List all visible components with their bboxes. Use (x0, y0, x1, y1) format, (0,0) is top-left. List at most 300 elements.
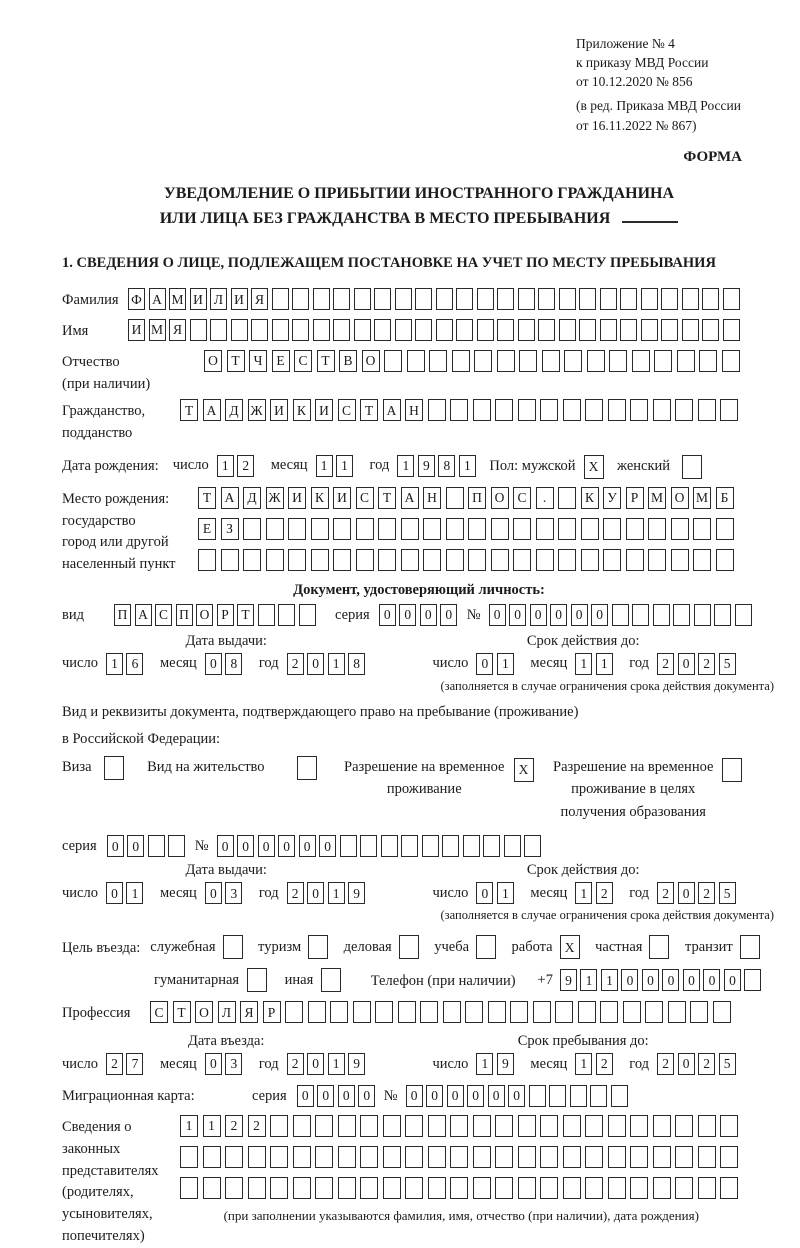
char-cell[interactable]: О (671, 487, 689, 509)
char-cell[interactable] (272, 319, 289, 341)
option-checkbox[interactable] (399, 935, 419, 959)
char-cell[interactable]: 2 (596, 882, 613, 904)
char-cell[interactable] (648, 518, 666, 540)
char-cell[interactable] (570, 1085, 587, 1107)
patronymic-input[interactable] (204, 350, 744, 372)
char-cell[interactable] (630, 1177, 648, 1199)
char-cell[interactable]: С (294, 350, 312, 372)
char-cell[interactable] (436, 319, 453, 341)
temp-residence-checkbox[interactable] (505, 756, 538, 782)
char-cell[interactable]: 2 (596, 1053, 613, 1075)
char-cell[interactable] (180, 1177, 198, 1199)
char-cell[interactable] (384, 350, 402, 372)
char-cell[interactable] (463, 835, 480, 857)
char-cell[interactable] (677, 350, 695, 372)
char-cell[interactable]: 0 (467, 1085, 484, 1107)
char-cell[interactable] (723, 288, 740, 310)
char-cell[interactable] (360, 835, 377, 857)
char-cell[interactable] (428, 399, 446, 421)
char-cell[interactable] (468, 549, 486, 571)
char-cell[interactable] (559, 319, 576, 341)
char-cell[interactable] (483, 835, 500, 857)
char-cell[interactable] (292, 288, 309, 310)
char-cell[interactable]: 8 (225, 653, 242, 675)
char-cell[interactable] (405, 1146, 423, 1168)
char-cell[interactable] (313, 319, 330, 341)
char-cell[interactable]: 0 (678, 882, 695, 904)
representatives-line3[interactable] (180, 1177, 743, 1199)
option-checkbox[interactable] (321, 968, 341, 992)
char-cell[interactable]: 0 (205, 1053, 222, 1075)
char-cell[interactable] (536, 518, 554, 540)
char-cell[interactable]: И (270, 399, 288, 421)
char-cell[interactable] (375, 1001, 393, 1023)
char-cell[interactable] (225, 1146, 243, 1168)
char-cell[interactable] (330, 1001, 348, 1023)
char-cell[interactable] (673, 604, 690, 626)
char-cell[interactable] (578, 1001, 596, 1023)
char-cell[interactable]: 2 (225, 1115, 243, 1137)
char-cell[interactable] (401, 549, 419, 571)
option-checkbox[interactable]: X (560, 935, 580, 959)
char-cell[interactable] (675, 1177, 693, 1199)
char-cell[interactable]: О (491, 487, 509, 509)
char-cell[interactable] (720, 1177, 738, 1199)
char-cell[interactable] (518, 1115, 536, 1137)
char-cell[interactable]: 0 (307, 882, 324, 904)
char-cell[interactable]: О (362, 350, 380, 372)
char-cell[interactable] (563, 1177, 581, 1199)
char-cell[interactable]: Я (169, 319, 186, 341)
char-cell[interactable]: 9 (497, 1053, 514, 1075)
char-cell[interactable] (559, 288, 576, 310)
char-cell[interactable]: 0 (678, 1053, 695, 1075)
char-cell[interactable] (587, 350, 605, 372)
char-cell[interactable] (698, 399, 716, 421)
char-cell[interactable]: 0 (406, 1085, 423, 1107)
char-cell[interactable]: 0 (217, 835, 234, 857)
char-cell[interactable] (744, 969, 761, 991)
char-cell[interactable]: Т (378, 487, 396, 509)
char-cell[interactable]: И (231, 288, 248, 310)
char-cell[interactable] (428, 1177, 446, 1199)
char-cell[interactable] (609, 350, 627, 372)
char-cell[interactable]: 1 (476, 1053, 493, 1075)
char-cell[interactable]: И (333, 487, 351, 509)
sex-female-checkbox[interactable] (682, 455, 706, 479)
char-cell[interactable] (540, 399, 558, 421)
char-cell[interactable] (558, 518, 576, 540)
char-cell[interactable]: 2 (287, 882, 304, 904)
char-cell[interactable] (423, 549, 441, 571)
char-cell[interactable] (450, 1115, 468, 1137)
char-cell[interactable]: А (135, 604, 152, 626)
char-cell[interactable]: 1 (328, 1053, 345, 1075)
char-cell[interactable]: 0 (621, 969, 638, 991)
migration-series-input[interactable] (297, 1085, 379, 1107)
char-cell[interactable] (104, 756, 124, 780)
char-cell[interactable] (491, 518, 509, 540)
char-cell[interactable]: 0 (678, 653, 695, 675)
char-cell[interactable] (654, 350, 672, 372)
char-cell[interactable] (378, 518, 396, 540)
char-cell[interactable]: 0 (703, 969, 720, 991)
char-cell[interactable]: 0 (591, 604, 608, 626)
char-cell[interactable] (198, 549, 216, 571)
char-cell[interactable] (266, 549, 284, 571)
char-cell[interactable]: 0 (307, 653, 324, 675)
char-cell[interactable]: У (603, 487, 621, 509)
char-cell[interactable] (315, 1146, 333, 1168)
char-cell[interactable] (383, 1146, 401, 1168)
char-cell[interactable] (611, 1085, 628, 1107)
char-cell[interactable]: Р (263, 1001, 281, 1023)
char-cell[interactable]: 8 (348, 653, 365, 675)
char-cell[interactable]: 0 (127, 835, 144, 857)
char-cell[interactable]: 1 (126, 882, 143, 904)
char-cell[interactable]: 0 (509, 604, 526, 626)
char-cell[interactable]: 2 (106, 1053, 123, 1075)
char-cell[interactable] (442, 835, 459, 857)
char-cell[interactable] (720, 1146, 738, 1168)
char-cell[interactable]: 2 (287, 653, 304, 675)
char-cell[interactable] (422, 835, 439, 857)
char-cell[interactable] (446, 487, 464, 509)
char-cell[interactable] (477, 288, 494, 310)
char-cell[interactable] (693, 518, 711, 540)
char-cell[interactable] (620, 319, 637, 341)
char-cell[interactable]: 0 (299, 835, 316, 857)
char-cell[interactable]: 0 (440, 604, 457, 626)
char-cell[interactable] (270, 1146, 288, 1168)
char-cell[interactable] (333, 288, 350, 310)
char-cell[interactable]: 0 (642, 969, 659, 991)
char-cell[interactable]: В (339, 350, 357, 372)
char-cell[interactable] (626, 549, 644, 571)
char-cell[interactable] (495, 1146, 513, 1168)
char-cell[interactable] (626, 518, 644, 540)
char-cell[interactable]: О (204, 350, 222, 372)
char-cell[interactable]: Ж (266, 487, 284, 509)
char-cell[interactable]: С (338, 399, 356, 421)
char-cell[interactable] (714, 604, 731, 626)
char-cell[interactable] (682, 319, 699, 341)
char-cell[interactable] (203, 1146, 221, 1168)
char-cell[interactable] (600, 288, 617, 310)
char-cell[interactable] (231, 319, 248, 341)
char-cell[interactable] (356, 549, 374, 571)
char-cell[interactable]: 1 (459, 455, 476, 477)
char-cell[interactable] (210, 319, 227, 341)
char-cell[interactable] (540, 1115, 558, 1137)
char-cell[interactable] (608, 1177, 626, 1199)
char-cell[interactable]: И (315, 399, 333, 421)
char-cell[interactable]: С (356, 487, 374, 509)
char-cell[interactable] (540, 1146, 558, 1168)
char-cell[interactable] (148, 835, 165, 857)
char-cell[interactable]: Д (243, 487, 261, 509)
char-cell[interactable]: 9 (418, 455, 435, 477)
char-cell[interactable]: 2 (657, 882, 674, 904)
char-cell[interactable] (653, 1146, 671, 1168)
char-cell[interactable]: Т (360, 399, 378, 421)
char-cell[interactable] (405, 1115, 423, 1137)
char-cell[interactable] (270, 1115, 288, 1137)
birth-place-line3[interactable] (198, 549, 738, 571)
char-cell[interactable] (401, 518, 419, 540)
char-cell[interactable] (720, 1115, 738, 1137)
char-cell[interactable] (293, 1146, 311, 1168)
char-cell[interactable]: 0 (420, 604, 437, 626)
char-cell[interactable] (225, 1177, 243, 1199)
char-cell[interactable] (603, 518, 621, 540)
char-cell[interactable] (333, 549, 351, 571)
char-cell[interactable] (374, 319, 391, 341)
char-cell[interactable] (675, 399, 693, 421)
char-cell[interactable] (395, 319, 412, 341)
char-cell[interactable]: 2 (657, 653, 674, 675)
char-cell[interactable]: Е (272, 350, 290, 372)
char-cell[interactable]: Ч (249, 350, 267, 372)
char-cell[interactable] (340, 835, 357, 857)
char-cell[interactable] (477, 319, 494, 341)
char-cell[interactable] (315, 1115, 333, 1137)
char-cell[interactable]: 2 (698, 653, 715, 675)
char-cell[interactable] (473, 1115, 491, 1137)
birth-place-line1[interactable] (198, 487, 738, 509)
char-cell[interactable] (354, 288, 371, 310)
char-cell[interactable] (623, 1001, 641, 1023)
char-cell[interactable]: 1 (575, 653, 592, 675)
char-cell[interactable] (243, 549, 261, 571)
phone-input[interactable] (560, 969, 765, 991)
char-cell[interactable]: 0 (319, 835, 336, 857)
char-cell[interactable] (248, 1177, 266, 1199)
char-cell[interactable]: 9 (348, 882, 365, 904)
char-cell[interactable] (360, 1115, 378, 1137)
char-cell[interactable]: Б (716, 487, 734, 509)
residence-number-input[interactable] (217, 835, 545, 857)
char-cell[interactable] (698, 1115, 716, 1137)
char-cell[interactable] (353, 1001, 371, 1023)
char-cell[interactable]: Е (198, 518, 216, 540)
char-cell[interactable] (698, 1146, 716, 1168)
residence-series-input[interactable] (107, 835, 189, 857)
char-cell[interactable] (293, 1177, 311, 1199)
option-checkbox[interactable] (476, 935, 496, 959)
char-cell[interactable]: 0 (662, 969, 679, 991)
char-cell[interactable] (518, 1146, 536, 1168)
char-cell[interactable] (518, 399, 536, 421)
char-cell[interactable] (429, 350, 447, 372)
char-cell[interactable]: 0 (488, 1085, 505, 1107)
option-checkbox[interactable] (740, 935, 760, 959)
char-cell[interactable]: И (288, 487, 306, 509)
char-cell[interactable]: 0 (550, 604, 567, 626)
residence-issue-date-input[interactable] (62, 882, 369, 904)
char-cell[interactable] (702, 319, 719, 341)
char-cell[interactable] (513, 549, 531, 571)
char-cell[interactable]: 1 (203, 1115, 221, 1137)
char-cell[interactable]: 1 (575, 882, 592, 904)
char-cell[interactable] (653, 1177, 671, 1199)
char-cell[interactable] (270, 1177, 288, 1199)
char-cell[interactable] (630, 1115, 648, 1137)
char-cell[interactable]: 0 (106, 882, 123, 904)
char-cell[interactable]: 3 (225, 882, 242, 904)
char-cell[interactable] (450, 399, 468, 421)
char-cell[interactable] (360, 1146, 378, 1168)
char-cell[interactable] (383, 1115, 401, 1137)
char-cell[interactable] (338, 1115, 356, 1137)
char-cell[interactable] (378, 549, 396, 571)
doc-number-input[interactable] (489, 604, 756, 626)
char-cell[interactable] (315, 1177, 333, 1199)
stay-until-date-input[interactable] (432, 1053, 739, 1075)
char-cell[interactable] (436, 288, 453, 310)
char-cell[interactable]: 0 (278, 835, 295, 857)
char-cell[interactable] (579, 288, 596, 310)
char-cell[interactable] (333, 518, 351, 540)
char-cell[interactable] (632, 350, 650, 372)
char-cell[interactable] (354, 319, 371, 341)
char-cell[interactable]: . (536, 487, 554, 509)
char-cell[interactable] (581, 549, 599, 571)
representatives-line1[interactable] (180, 1115, 743, 1137)
char-cell[interactable] (243, 518, 261, 540)
char-cell[interactable]: 1 (497, 653, 514, 675)
char-cell[interactable] (495, 1115, 513, 1137)
char-cell[interactable] (558, 487, 576, 509)
char-cell[interactable] (311, 549, 329, 571)
char-cell[interactable] (398, 1001, 416, 1023)
char-cell[interactable] (495, 1177, 513, 1199)
edu-residence-checkbox[interactable] (713, 756, 746, 782)
char-cell[interactable]: 6 (126, 653, 143, 675)
char-cell[interactable]: 3 (225, 1053, 242, 1075)
char-cell[interactable]: 0 (530, 604, 547, 626)
migration-number-input[interactable] (406, 1085, 632, 1107)
char-cell[interactable] (258, 604, 275, 626)
char-cell[interactable] (585, 1115, 603, 1137)
char-cell[interactable]: А (203, 399, 221, 421)
char-cell[interactable] (360, 1177, 378, 1199)
char-cell[interactable] (473, 399, 491, 421)
option-checkbox[interactable] (223, 935, 243, 959)
char-cell[interactable] (491, 549, 509, 571)
char-cell[interactable]: X (584, 455, 604, 479)
char-cell[interactable] (682, 455, 702, 479)
char-cell[interactable]: 2 (698, 1053, 715, 1075)
char-cell[interactable]: А (383, 399, 401, 421)
char-cell[interactable] (693, 549, 711, 571)
char-cell[interactable]: 1 (180, 1115, 198, 1137)
char-cell[interactable] (381, 835, 398, 857)
char-cell[interactable] (590, 1085, 607, 1107)
char-cell[interactable] (278, 604, 295, 626)
char-cell[interactable] (203, 1177, 221, 1199)
char-cell[interactable] (690, 1001, 708, 1023)
char-cell[interactable] (702, 288, 719, 310)
char-cell[interactable]: Т (173, 1001, 191, 1023)
char-cell[interactable]: 0 (237, 835, 254, 857)
char-cell[interactable] (383, 1177, 401, 1199)
char-cell[interactable]: 0 (476, 653, 493, 675)
char-cell[interactable]: 0 (724, 969, 741, 991)
doc-expiry-date-input[interactable] (432, 653, 739, 675)
char-cell[interactable]: Т (237, 604, 254, 626)
char-cell[interactable] (428, 1115, 446, 1137)
char-cell[interactable]: 2 (237, 455, 254, 477)
char-cell[interactable] (648, 549, 666, 571)
option-checkbox[interactable] (308, 935, 328, 959)
char-cell[interactable] (645, 1001, 663, 1023)
char-cell[interactable] (713, 1001, 731, 1023)
char-cell[interactable]: 1 (336, 455, 353, 477)
entry-date-input[interactable] (62, 1053, 369, 1075)
char-cell[interactable] (450, 1177, 468, 1199)
char-cell[interactable] (292, 319, 309, 341)
char-cell[interactable] (722, 350, 740, 372)
char-cell[interactable] (415, 319, 432, 341)
char-cell[interactable] (407, 350, 425, 372)
char-cell[interactable] (585, 399, 603, 421)
char-cell[interactable]: Р (217, 604, 234, 626)
char-cell[interactable]: 0 (205, 882, 222, 904)
char-cell[interactable]: 2 (248, 1115, 266, 1137)
char-cell[interactable] (473, 1146, 491, 1168)
char-cell[interactable] (563, 1146, 581, 1168)
char-cell[interactable]: 1 (580, 969, 597, 991)
char-cell[interactable] (452, 350, 470, 372)
char-cell[interactable] (297, 756, 317, 780)
char-cell[interactable] (333, 319, 350, 341)
char-cell[interactable] (630, 1146, 648, 1168)
char-cell[interactable] (248, 1146, 266, 1168)
char-cell[interactable]: 0 (107, 835, 124, 857)
char-cell[interactable]: 0 (358, 1085, 375, 1107)
char-cell[interactable]: З (221, 518, 239, 540)
char-cell[interactable]: Я (240, 1001, 258, 1023)
char-cell[interactable] (699, 350, 717, 372)
char-cell[interactable]: 0 (317, 1085, 334, 1107)
char-cell[interactable] (513, 518, 531, 540)
char-cell[interactable] (313, 288, 330, 310)
char-cell[interactable]: М (648, 487, 666, 509)
residence-expiry-date-input[interactable] (432, 882, 739, 904)
char-cell[interactable] (564, 350, 582, 372)
char-cell[interactable] (497, 288, 514, 310)
char-cell[interactable] (251, 319, 268, 341)
profession-input[interactable] (150, 1001, 735, 1023)
char-cell[interactable] (456, 288, 473, 310)
char-cell[interactable]: 0 (399, 604, 416, 626)
char-cell[interactable] (585, 1177, 603, 1199)
char-cell[interactable] (180, 1146, 198, 1168)
char-cell[interactable] (428, 1146, 446, 1168)
char-cell[interactable]: 1 (596, 653, 613, 675)
char-cell[interactable] (558, 549, 576, 571)
char-cell[interactable] (694, 604, 711, 626)
char-cell[interactable]: О (196, 604, 213, 626)
char-cell[interactable] (608, 1146, 626, 1168)
doc-kind-input[interactable] (114, 604, 319, 626)
char-cell[interactable]: М (693, 487, 711, 509)
char-cell[interactable]: И (128, 319, 145, 341)
citizenship-input[interactable] (180, 399, 743, 421)
char-cell[interactable]: Л (210, 288, 227, 310)
char-cell[interactable] (632, 604, 649, 626)
